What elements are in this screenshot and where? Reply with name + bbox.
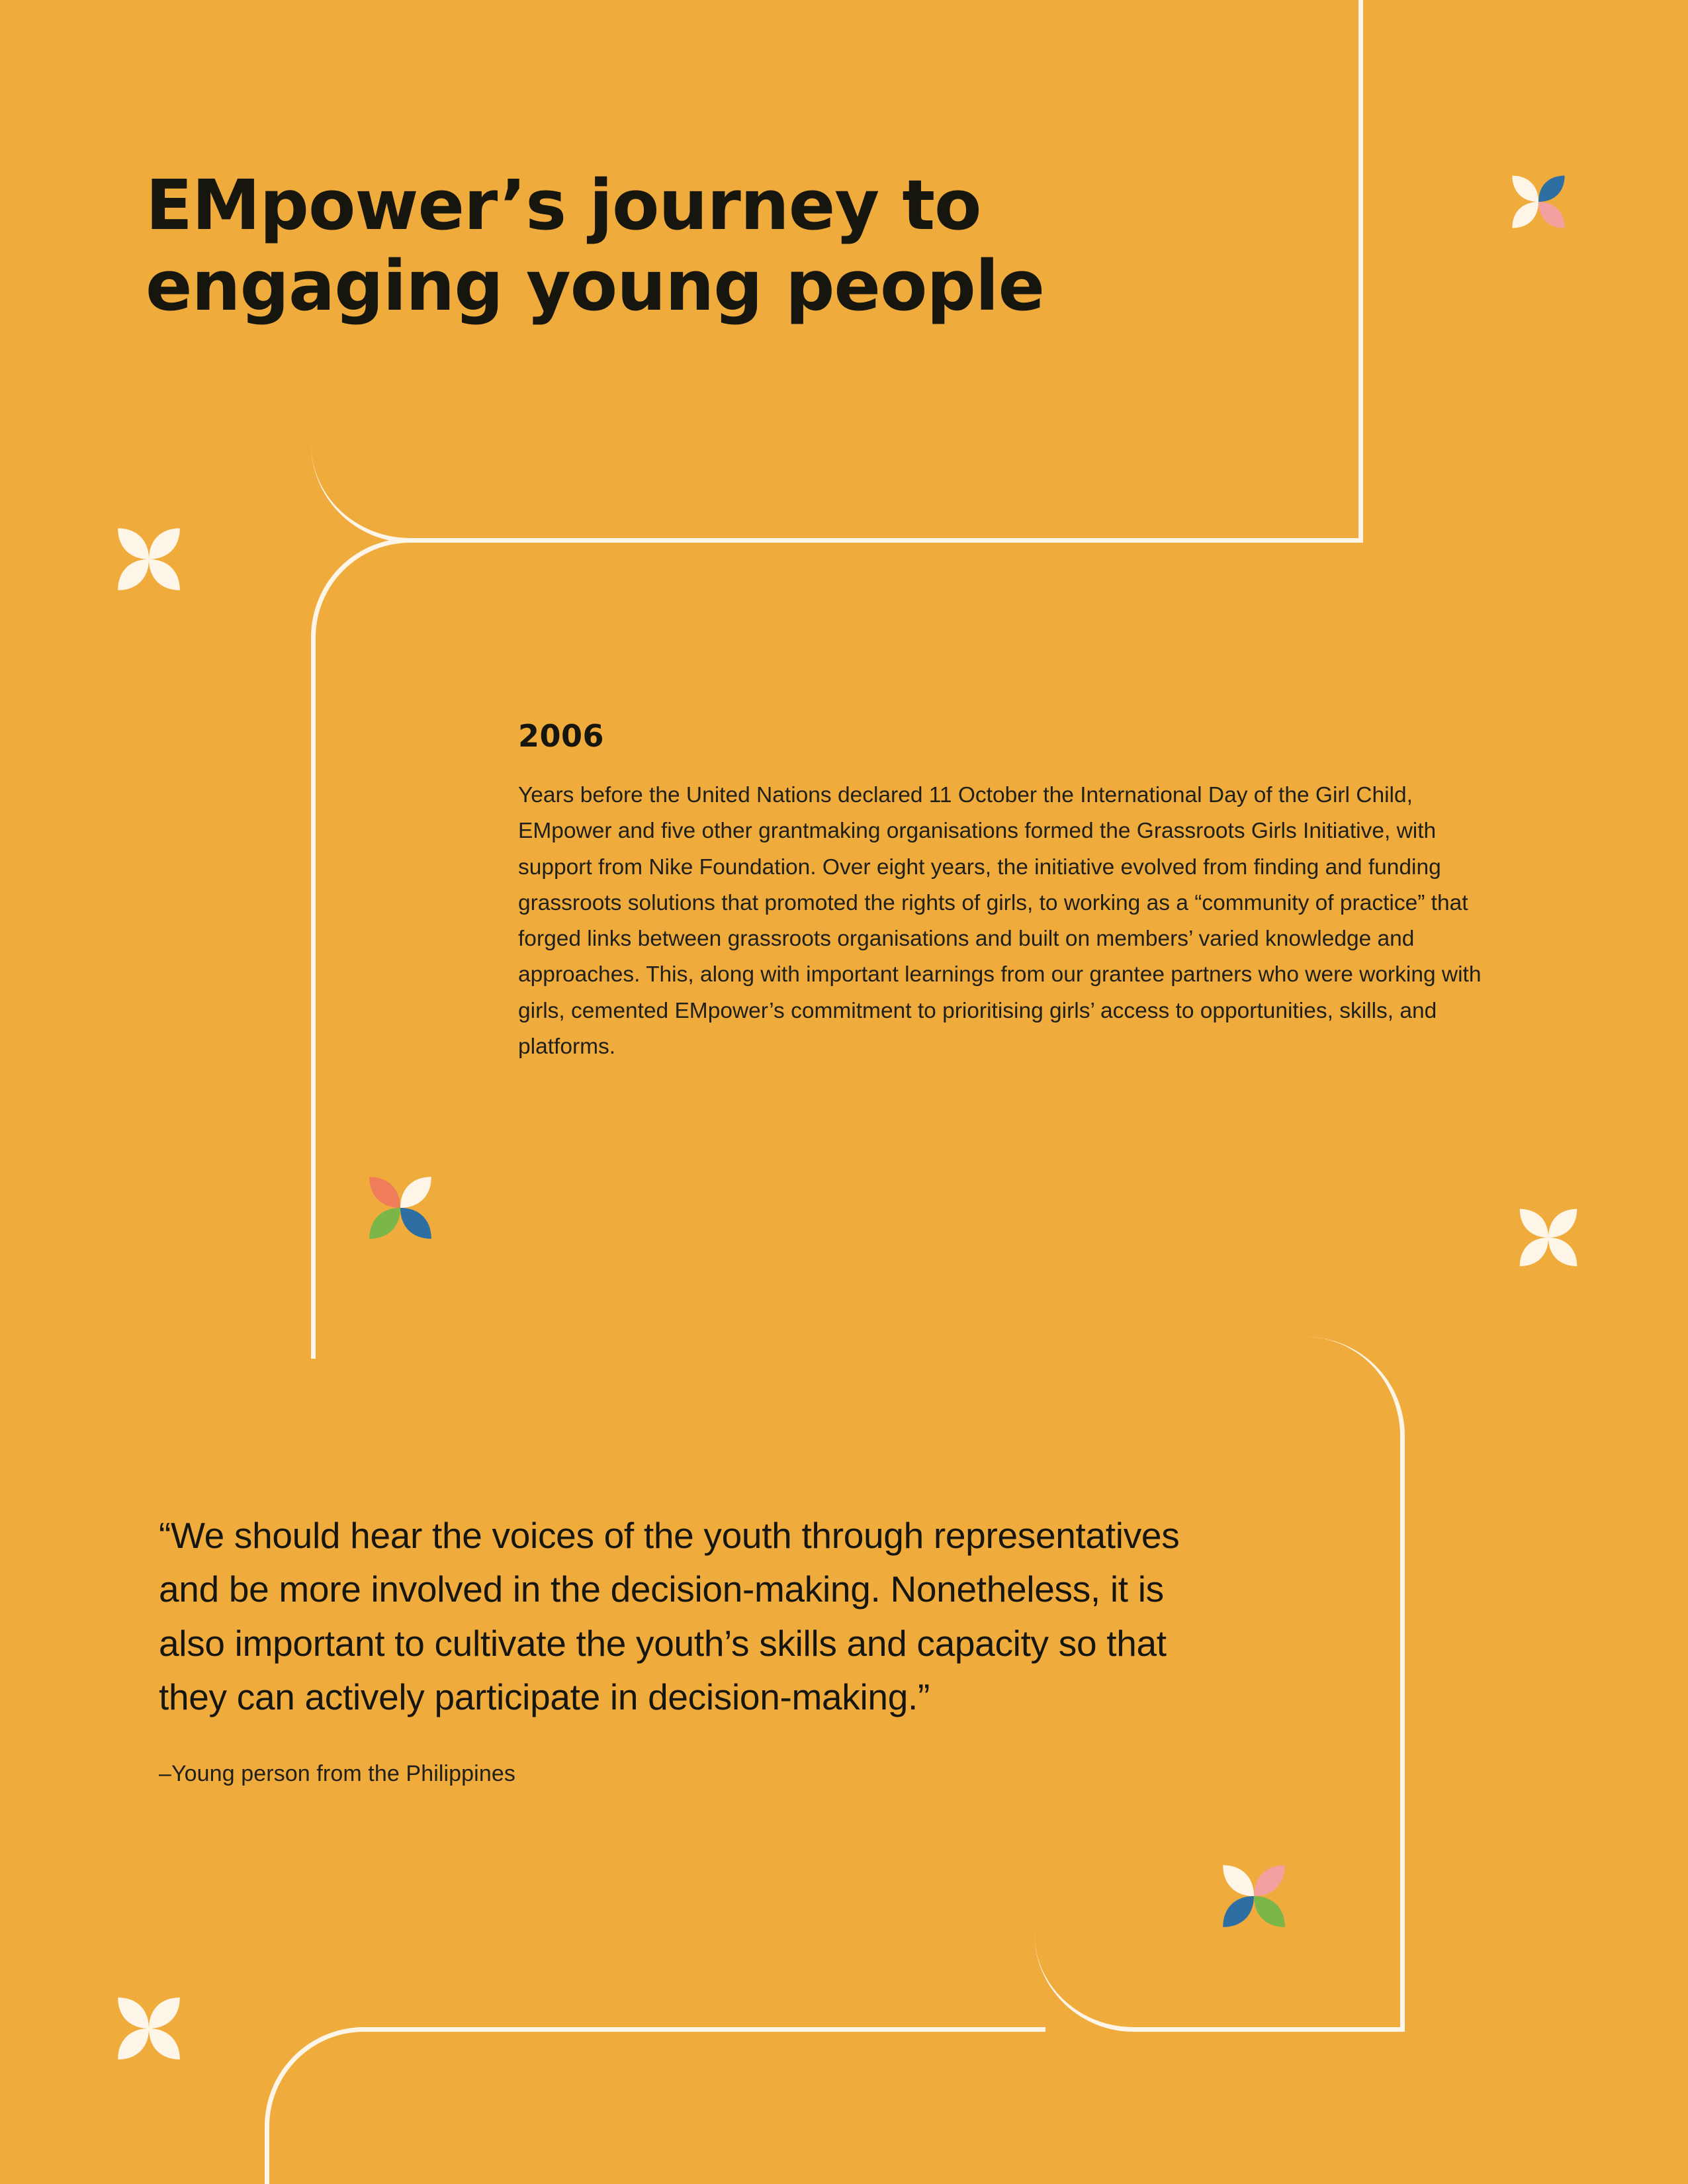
pinwheel-icon — [357, 1165, 443, 1251]
pinwheel-icon — [1502, 165, 1575, 238]
page-title — [146, 165, 1270, 326]
page-title-line-1: EMpower’s journey to — [146, 165, 981, 246]
timeline-year: 2006 — [518, 718, 605, 754]
pull-quote-attribution: –Young person from the Philippines — [159, 1760, 515, 1786]
timeline-entry — [518, 718, 1524, 1065]
timeline-body-text: Years before the United Nations declared 11 October the International Day of the Girl Child, EMpower and five other grantmaking organisations formed the Grassroots Girls Initiative, with support from Nike Foundation. Over eight years, the initiative evolved from finding and funding grassroots solutions that promoted the rights of girls, to working as a “community of practice” that forged links between grassroots organisations and built on members’ varied knowledge and approaches. This, along with important learnings from our grantee partners who were working with girls, cemented EMpower’s commitment to prioritising girls’ access to opportunities, skills, and platforms. — [518, 783, 1482, 1059]
pull-quote-text: “We should hear the voices of the youth through representatives and be more involved in the decision-making. Nonetheless, it is also important to cultivate the youth’s skills and capacity so that they can actively participate in decision-making.” — [159, 1515, 1180, 1718]
page-title-line-2: engaging young people — [146, 245, 1045, 326]
pinwheel-icon — [106, 1985, 192, 2071]
pinwheel-icon — [1211, 1853, 1297, 1939]
pull-quote — [159, 1509, 1218, 1787]
pinwheel-icon — [1509, 1198, 1588, 1277]
pinwheel-icon — [106, 516, 192, 602]
ribbon-line-bottom — [265, 2027, 1045, 2184]
